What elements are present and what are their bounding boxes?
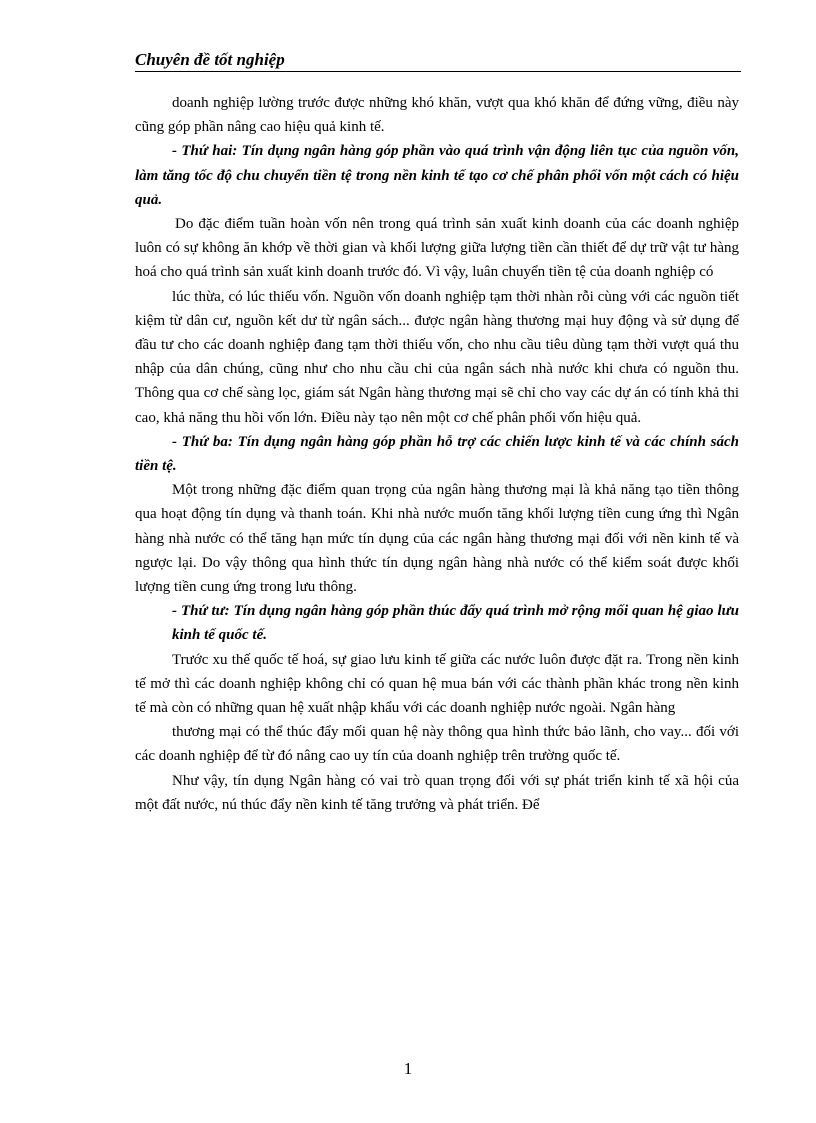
- paragraph-quoc-te-hoa: Trước xu thế quốc tế hoá, sự giao lưu kinh tế giữa các nước luôn được đặt ra. Trong nền kinh tế mở thì các doanh nghiệp không chỉ có quan hệ mua bán với các thành phần khác trong nền kinh tế mà còn có những quan hệ xuất nhập khẩu với các doanh nghiệp nước ngoài. Ngân hàng: [135, 651, 739, 717]
- paragraph-bao-lanh: thương mại có thể thúc đẩy mối quan hệ này thông qua hình thức bảo lãnh, cho vay... đối với các doanh nghiệp để từ đó nâng cao uy tín của doanh nghiệp trên trường quốc tế.: [135, 724, 739, 765]
- heading-thu-tu: - Thứ tư: Tín dụng ngân hàng góp phần thúc đẩy quá trình mở rộng mối quan hệ giao lưu kinh tế quốc tế.: [172, 603, 739, 644]
- document-body: [135, 91, 739, 817]
- heading-thu-hai: - Thứ hai: Tín dụng ngân hàng góp phần vào quá trình vận động liên tục của nguồn vốn, làm tăng tốc độ chu chuyển tiền tệ trong nền kinh tế tạo cơ chế phân phối vốn một cách có hiệu quả.: [135, 143, 739, 208]
- document-title: Chuyên đề tốt nghiệp: [135, 50, 285, 69]
- paragraph-tuan-hoan-von: Do đặc điểm tuần hoàn vốn nên trong quá trình sản xuất kinh doanh của các doanh nghiệp luôn có sự không ăn khớp về thời gian và khối lượng giữa lượng tiền cần thiết để dự trữ vật tư hàng hoá cho quá trình sản xuất kinh doanh trước đó. Vì vậy, luân chuyển tiền tệ của doanh nghiệp có: [135, 216, 739, 281]
- heading-thu-ba: - Thứ ba: Tín dụng ngân hàng góp phần hỗ trợ các chiến lược kinh tế và các chính sách tiền tệ.: [135, 433, 739, 475]
- paragraph-luc-thua: lúc thừa, có lúc thiếu vốn. Nguồn vốn doanh nghiệp tạm thời nhàn rỗi cùng với các nguồn tiết kiệm từ dân cư, nguồn kết dư từ ngân sách... được ngân hàng thương mại huy động và sử dụng để đầu tư cho các doanh nghiệp đang tạm thời thiếu vốn, cho nhu cầu tiêu dùng tạm thời vượt quá thu nhập của dân chúng, cũng như cho nhu cầu chi của ngân sách nhà nước khi chưa có nguồn thu. Thông qua cơ chế sàng lọc, giám sát Ngân hàng thương mại sẽ chỉ cho vay các dự án có tính khả thi cao, khả năng thu hồi vốn lớn. Điều này tạo nên một cơ chế phân phối vốn hiệu quả.: [135, 288, 739, 426]
- paragraph-tao-tien: Một trong những đặc điểm quan trọng của ngân hàng thương mại là khả năng tạo tiền thông qua hoạt động tín dụng và thanh toán. Khi nhà nước muốn tăng khối lượng tiền cung ứng thì Ngân hàng nhà nước có thể tăng hạn mức tín dụng của các ngân hàng thương mại đối với nền kinh tế và ngược lại. Do vậy thông qua hình thức tín dụng ngân hàng nhà nước có thể kiểm soát được khối lượng tiền cung ứng trong lưu thông.: [135, 482, 739, 596]
- paragraph-ket-luan: Như vậy, tín dụng Ngân hàng có vai trò quan trọng đối với sự phát triển kinh tế xã hội của một đất nước, nú thúc đẩy nền kinh tế tăng trưởng và phát triển. Để: [135, 772, 739, 813]
- paragraph-intro: doanh nghiệp lường trước được những khó khăn, vượt qua khó khăn để đứng vững, điều này cũng góp phần nâng cao hiệu quả kinh tế.: [135, 95, 739, 136]
- page-number: 1: [403, 1059, 413, 1078]
- page-header: [135, 49, 741, 72]
